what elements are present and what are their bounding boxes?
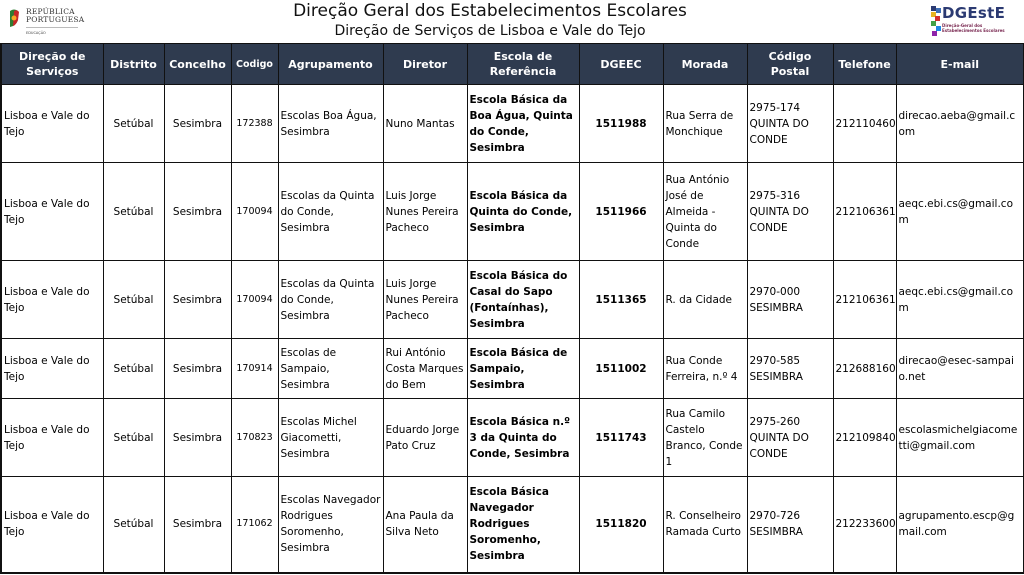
column-header-email[interactable]: E-mail: [896, 44, 1024, 85]
cell-telefone: 212109840: [833, 399, 896, 477]
column-header-dgeec[interactable]: DGEEC: [579, 44, 663, 85]
cell-concelho: Sesimbra: [164, 339, 231, 399]
cell-agrupamento: Escolas da Quinta do Conde, Sesimbra: [278, 261, 383, 339]
cell-morada: R. Conselheiro Ramada Curto: [663, 477, 747, 573]
cell-direcao: Lisboa e Vale do Tejo: [1, 85, 103, 163]
cell-agrupamento: Escolas Navegador Rodrigues Soromenho, Sesimbra: [278, 477, 383, 573]
logo-line-1: REPÚBLICA: [26, 7, 75, 16]
cell-telefone: 212688160: [833, 339, 896, 399]
cell-dgeec: 1511988: [579, 85, 663, 163]
table-row: [1, 261, 1024, 339]
cell-escola-referencia: Escola Básica de Sampaio, Sesimbra: [467, 339, 579, 399]
schools-table: [0, 43, 1024, 574]
cell-dgeec: 1511743: [579, 399, 663, 477]
cell-telefone: 212106361: [833, 261, 896, 339]
cell-concelho: Sesimbra: [164, 261, 231, 339]
cell-concelho: Sesimbra: [164, 85, 231, 163]
logo-tagline: [942, 23, 1005, 33]
republica-portuguesa-logo: [8, 6, 85, 36]
column-header-diretor[interactable]: Diretor: [383, 44, 467, 85]
cell-agrupamento: Escolas de Sampaio, Sesimbra: [278, 339, 383, 399]
cell-email[interactable]: direcao.aeba@gmail.com: [896, 85, 1024, 163]
column-header-agrupamento[interactable]: Agrupamento: [278, 44, 383, 85]
cell-telefone: 212106361: [833, 163, 896, 261]
cell-dgeec: 1511002: [579, 339, 663, 399]
cell-concelho: Sesimbra: [164, 477, 231, 573]
cell-direcao: Lisboa e Vale do Tejo: [1, 261, 103, 339]
table-row: [1, 163, 1024, 261]
cell-distrito: Setúbal: [103, 477, 164, 573]
title-block: [250, 1, 730, 40]
cell-concelho: Sesimbra: [164, 163, 231, 261]
schools-table-container: [0, 43, 1024, 574]
cell-diretor: Eduardo Jorge Pato Cruz: [383, 399, 467, 477]
column-header-escola-referencia[interactable]: Escola de Referência: [467, 44, 579, 85]
cell-direcao: Lisboa e Vale do Tejo: [1, 477, 103, 573]
cell-agrupamento: Escolas da Quinta do Conde, Sesimbra: [278, 163, 383, 261]
table-row: [1, 399, 1024, 477]
cell-morada: Rua António José de Almeida - Quinta do Conde: [663, 163, 747, 261]
cell-agrupamento: Escolas Boa Água, Sesimbra: [278, 85, 383, 163]
cell-distrito: Setúbal: [103, 163, 164, 261]
logo-square-icon: [936, 8, 941, 13]
column-header-concelho[interactable]: Concelho: [164, 44, 231, 85]
cell-diretor: Luis Jorge Nunes Pereira Pacheco: [383, 163, 467, 261]
cell-direcao: Lisboa e Vale do Tejo: [1, 163, 103, 261]
column-header-direcao[interactable]: Direção de Serviços: [1, 44, 103, 85]
cell-email[interactable]: direcao@esec-sampaio.net: [896, 339, 1024, 399]
cell-distrito: Setúbal: [103, 261, 164, 339]
cell-escola-referencia: Escola Básica do Casal do Sapo (Fontaínhas), Sesimbra: [467, 261, 579, 339]
cell-diretor: Luis Jorge Nunes Pereira Pacheco: [383, 261, 467, 339]
cell-codigo-postal: 2970-726 SESIMBRA: [747, 477, 833, 573]
cell-dgeec: 1511820: [579, 477, 663, 573]
dgeste-logo: [929, 4, 1019, 40]
portugal-emblem-icon: [8, 8, 20, 28]
cell-telefone: 212233600: [833, 477, 896, 573]
cell-morada: Rua Conde Ferreira, n.º 4: [663, 339, 747, 399]
column-header-telefone[interactable]: Telefone: [833, 44, 896, 85]
cell-escola-referencia: Escola Básica da Boa Água, Quinta do Conde, Sesimbra: [467, 85, 579, 163]
cell-concelho: Sesimbra: [164, 399, 231, 477]
cell-escola-referencia: Escola Básica n.º 3 da Quinta do Conde, Sesimbra: [467, 399, 579, 477]
page-title: Direção Geral dos Estabelecimentos Escolares: [293, 1, 687, 21]
cell-diretor: Ana Paula da Silva Neto: [383, 477, 467, 573]
cell-codigo: 170823: [231, 399, 278, 477]
cell-codigo-postal: 2970-585 SESIMBRA: [747, 339, 833, 399]
logo-divider: [26, 27, 78, 28]
cell-email[interactable]: aeqc.ebi.cs@gmail.com: [896, 163, 1024, 261]
cell-direcao: Lisboa e Vale do Tejo: [1, 399, 103, 477]
cell-codigo: 170094: [231, 163, 278, 261]
cell-codigo: 170094: [231, 261, 278, 339]
logo-tagline-1: Direção-Geral dos: [942, 23, 983, 28]
cell-escola-referencia: Escola Básica da Quinta do Conde, Sesimbra: [467, 163, 579, 261]
table-row: [1, 477, 1024, 573]
cell-email[interactable]: agrupamento.escp@gmail.com: [896, 477, 1024, 573]
logo-square-icon: [932, 31, 937, 36]
logo-text: [26, 8, 84, 24]
logo-subtext: EDUCAÇÃO: [26, 31, 46, 35]
cell-agrupamento: Escolas Michel Giacometti, Sesimbra: [278, 399, 383, 477]
cell-codigo-postal: 2975-174 QUINTA DO CONDE: [747, 85, 833, 163]
column-header-morada[interactable]: Morada: [663, 44, 747, 85]
page-header: [0, 0, 1024, 44]
cell-email[interactable]: escolasmichelgiacometti@gmail.com: [896, 399, 1024, 477]
cell-codigo-postal: 2970-000 SESIMBRA: [747, 261, 833, 339]
page-subtitle: Direção de Serviços de Lisboa e Vale do Tejo: [334, 23, 646, 39]
cell-distrito: Setúbal: [103, 399, 164, 477]
logo-tagline-2: Estabelecimentos Escolares: [942, 28, 1005, 33]
cell-codigo: 172388: [231, 85, 278, 163]
cell-codigo-postal: 2975-260 QUINTA DO CONDE: [747, 399, 833, 477]
cell-diretor: Nuno Mantas: [383, 85, 467, 163]
cell-dgeec: 1511966: [579, 163, 663, 261]
cell-diretor: Rui António Costa Marques do Bem: [383, 339, 467, 399]
logo-line-2: PORTUGUESA: [26, 15, 85, 24]
cell-codigo: 171062: [231, 477, 278, 573]
cell-escola-referencia: Escola Básica Navegador Rodrigues Soromenho, Sesimbra: [467, 477, 579, 573]
cell-morada: R. da Cidade: [663, 261, 747, 339]
table-header-row: [1, 44, 1024, 85]
logo-brand: DGEstE: [942, 4, 1006, 22]
table-row: [1, 339, 1024, 399]
cell-dgeec: 1511365: [579, 261, 663, 339]
cell-morada: Rua Serra de Monchique: [663, 85, 747, 163]
cell-distrito: Setúbal: [103, 85, 164, 163]
cell-distrito: Setúbal: [103, 339, 164, 399]
cell-direcao: Lisboa e Vale do Tejo: [1, 339, 103, 399]
table-row: [1, 85, 1024, 163]
column-header-distrito[interactable]: Distrito: [103, 44, 164, 85]
column-header-codigo[interactable]: Codigo: [231, 44, 278, 85]
cell-telefone: 212110460: [833, 85, 896, 163]
column-header-codigo-postal[interactable]: Código Postal: [747, 44, 833, 85]
cell-morada: Rua Camilo Castelo Branco, Conde 1: [663, 399, 747, 477]
cell-codigo-postal: 2975-316 QUINTA DO CONDE: [747, 163, 833, 261]
cell-codigo: 170914: [231, 339, 278, 399]
cell-email[interactable]: aeqc.ebi.cs@gmail.com: [896, 261, 1024, 339]
